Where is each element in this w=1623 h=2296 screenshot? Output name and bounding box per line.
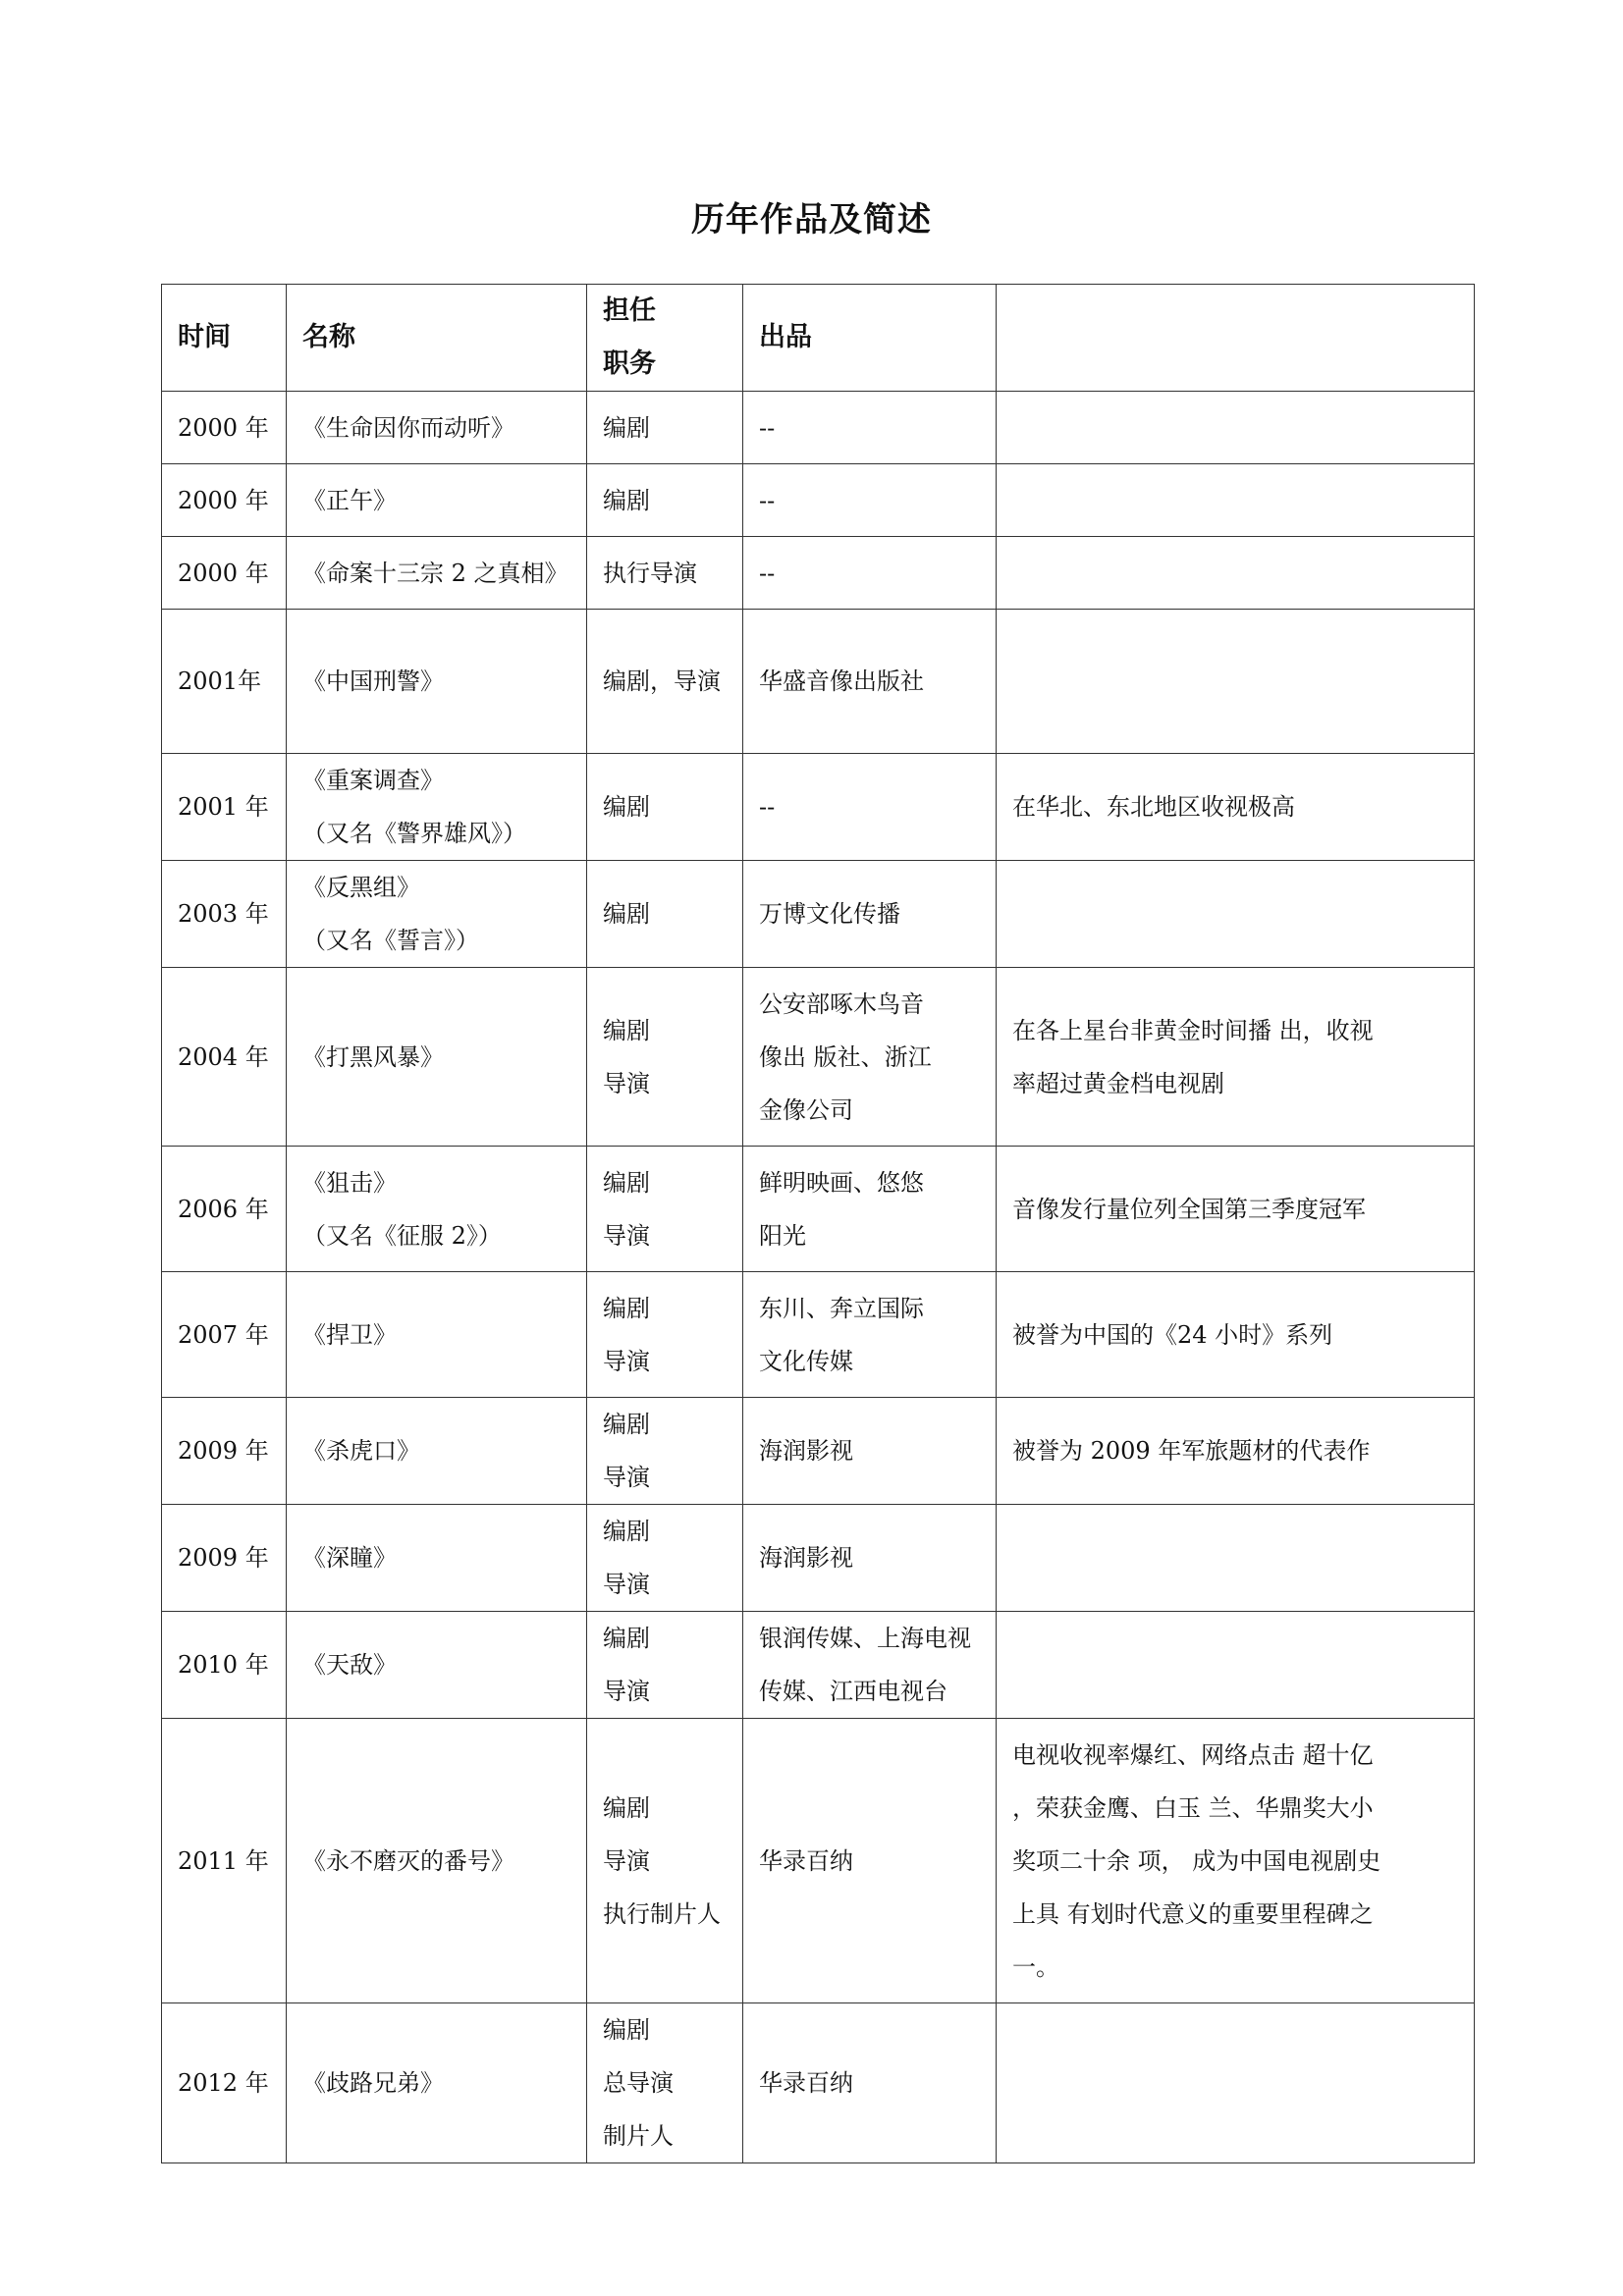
- cell-role-line: 执行制片人: [603, 1899, 721, 1928]
- cell-name-line: 《反黑组》: [302, 874, 420, 901]
- cell-note: [997, 1398, 1475, 1505]
- cell-note-line: 被誉为 2009 年军旅题材的代表作: [1012, 1437, 1371, 1465]
- cell-note-line: 上具 有划时代意义的重要里程碑之: [1012, 1899, 1374, 1928]
- cell-role-line: 导演: [603, 1678, 650, 1705]
- cell-note: [997, 1505, 1475, 1612]
- cell-product: [743, 1505, 997, 1612]
- cell-product: [743, 1398, 997, 1505]
- cell-name: [287, 754, 587, 861]
- cell-role: [587, 392, 743, 464]
- cell-product: [743, 610, 997, 754]
- cell-name-line: 《重案调查》: [302, 767, 444, 794]
- table-row: [162, 2003, 1475, 2163]
- cell-product: [743, 392, 997, 464]
- table-row: [162, 1272, 1475, 1398]
- cell-note: [997, 968, 1475, 1147]
- cell-note-line: 被誉为中国的《24 小时》系列: [1012, 1320, 1333, 1349]
- cell-product: [743, 1272, 997, 1398]
- table-header-row: [162, 285, 1475, 392]
- cell-role-line: 执行导演: [603, 559, 697, 587]
- cell-product-line: 万博文化传播: [759, 900, 900, 928]
- cell-role: [587, 2003, 743, 2163]
- cell-product-line: --: [759, 559, 776, 587]
- cell-role: [587, 537, 743, 610]
- cell-product-line: 东川、奔立国际: [759, 1294, 924, 1322]
- cell-name: [287, 1612, 587, 1719]
- cell-name-line: （又名《征服 2》）: [302, 1221, 502, 1250]
- cell-name: [287, 1272, 587, 1398]
- cell-role: [587, 464, 743, 537]
- header-name: 名称: [287, 285, 587, 392]
- cell-product: [743, 2003, 997, 2163]
- cell-role-line: 编剧: [603, 2016, 650, 2044]
- table-row: [162, 1147, 1475, 1272]
- cell-role-line: 导演: [603, 1347, 650, 1375]
- cell-name: [287, 537, 587, 610]
- cell-name-line: 《生命因你而动听》: [302, 413, 514, 442]
- cell-name: [287, 392, 587, 464]
- cell-role: [587, 1398, 743, 1505]
- cell-time: 2003 年: [162, 861, 287, 968]
- cell-time: 2007 年: [162, 1272, 287, 1398]
- cell-name-line: 《歧路兄弟》: [302, 2069, 444, 2097]
- table-row: [162, 1719, 1475, 2003]
- table-row: [162, 968, 1475, 1147]
- table-row: [162, 754, 1475, 861]
- cell-product: [743, 754, 997, 861]
- cell-name: [287, 610, 587, 754]
- cell-product-line: 海润影视: [759, 1437, 853, 1465]
- cell-role-line: 编剧: [603, 1294, 650, 1322]
- cell-product: [743, 1612, 997, 1719]
- table-row: [162, 537, 1475, 610]
- cell-role: [587, 1505, 743, 1612]
- header-note: [997, 285, 1475, 392]
- cell-role-line: 编剧: [603, 1793, 650, 1822]
- cell-product: [743, 537, 997, 610]
- cell-time: 2006 年: [162, 1147, 287, 1272]
- page-title: 历年作品及简述: [691, 200, 932, 240]
- cell-role-line: 编剧，导演: [603, 667, 721, 695]
- cell-role: [587, 1612, 743, 1719]
- cell-name: [287, 861, 587, 968]
- cell-time: 2009 年: [162, 1398, 287, 1505]
- cell-product: [743, 464, 997, 537]
- cell-role: [587, 754, 743, 861]
- cell-product-line: 华录百纳: [759, 2069, 853, 2097]
- cell-note: [997, 1719, 1475, 2003]
- cell-role: [587, 1719, 743, 2003]
- table-row: [162, 610, 1475, 754]
- cell-product-line: --: [759, 793, 776, 821]
- table-row: [162, 464, 1475, 537]
- cell-role-line: 导演: [603, 1571, 650, 1598]
- cell-name: [287, 464, 587, 537]
- cell-name-line: 《杀虎口》: [302, 1437, 420, 1465]
- header-role-line: 担任: [603, 295, 656, 326]
- cell-name: [287, 1398, 587, 1505]
- cell-product-line: 鲜明映画、悠悠: [759, 1168, 924, 1197]
- table-row: [162, 1505, 1475, 1612]
- cell-role-line: 编剧: [603, 1625, 650, 1652]
- cell-note: [997, 610, 1475, 754]
- cell-product-line: 阳光: [759, 1221, 806, 1250]
- cell-note-line: 一。: [1012, 1952, 1059, 1981]
- cell-role-line: 编剧: [603, 486, 650, 514]
- table-row: [162, 861, 1475, 968]
- cell-name-line: 《永不磨灭的番号》: [302, 1846, 514, 1875]
- cell-name: [287, 1719, 587, 2003]
- cell-time: 2001 年: [162, 754, 287, 861]
- cell-role-line: 总导演: [603, 2069, 674, 2097]
- header-time: 时间: [162, 285, 287, 392]
- cell-product-line: --: [759, 413, 776, 442]
- cell-name-line: 《正午》: [302, 486, 397, 514]
- cell-time: 2009 年: [162, 1505, 287, 1612]
- cell-product-line: 华盛音像出版社: [759, 667, 924, 695]
- header-role: [587, 285, 743, 392]
- cell-role-line: 编剧: [603, 1168, 650, 1197]
- works-table: [161, 284, 1475, 2163]
- cell-role-line: 编剧: [603, 1411, 650, 1438]
- cell-note: [997, 1612, 1475, 1719]
- cell-role: [587, 610, 743, 754]
- cell-product-line: --: [759, 486, 776, 514]
- cell-name: [287, 2003, 587, 2163]
- cell-note: [997, 464, 1475, 537]
- cell-note: [997, 2003, 1475, 2163]
- cell-name: [287, 1505, 587, 1612]
- cell-time: 2012 年: [162, 2003, 287, 2163]
- cell-role-line: 导演: [603, 1464, 650, 1491]
- cell-product-line: 传媒、江西电视台: [759, 1678, 947, 1705]
- cell-name: [287, 968, 587, 1147]
- cell-time: 2010 年: [162, 1612, 287, 1719]
- cell-product-line: 像出 版社、浙江: [759, 1042, 932, 1071]
- cell-name-line: 《打黑风暴》: [302, 1042, 444, 1071]
- cell-name-line: （又名《警界雄风》）: [302, 820, 526, 847]
- cell-product-line: 华录百纳: [759, 1846, 853, 1875]
- cell-role: [587, 1147, 743, 1272]
- cell-note-line: 在华北、东北地区收视极高: [1012, 793, 1295, 821]
- cell-time: 2000 年: [162, 464, 287, 537]
- header-product: 出品: [743, 285, 997, 392]
- cell-time: 2001年: [162, 610, 287, 754]
- cell-role-line: 编剧: [603, 1016, 650, 1044]
- cell-product-line: 金像公司: [759, 1095, 853, 1124]
- cell-role-line: 编剧: [603, 900, 650, 928]
- cell-note: [997, 861, 1475, 968]
- cell-role: [587, 1272, 743, 1398]
- cell-product: [743, 968, 997, 1147]
- cell-role-line: 导演: [603, 1069, 650, 1097]
- cell-name-line: 《天敌》: [302, 1651, 397, 1679]
- cell-note-line: ，荣获金鹰、白玉 兰、华鼎奖大小: [1012, 1793, 1374, 1822]
- cell-product-line: 海润影视: [759, 1544, 853, 1572]
- table-row: [162, 1612, 1475, 1719]
- header-role-line: 职务: [603, 348, 656, 379]
- cell-time: 2000 年: [162, 537, 287, 610]
- cell-role-line: 导演: [603, 1846, 650, 1875]
- cell-role: [587, 861, 743, 968]
- cell-note-line: 音像发行量位列全国第三季度冠军: [1012, 1195, 1366, 1223]
- cell-note: [997, 754, 1475, 861]
- cell-name-line: 《捍卫》: [302, 1320, 397, 1349]
- cell-time: 2000 年: [162, 392, 287, 464]
- cell-role-line: 导演: [603, 1221, 650, 1250]
- cell-note-line: 率超过黄金档电视剧: [1012, 1069, 1224, 1097]
- cell-role-line: 编剧: [603, 1518, 650, 1545]
- cell-time: 2004 年: [162, 968, 287, 1147]
- cell-note: [997, 392, 1475, 464]
- cell-name-line: 《深瞳》: [302, 1544, 397, 1572]
- cell-note-line: 在各上星台非黄金时间播 出，收视: [1012, 1016, 1374, 1044]
- cell-note-line: 电视收视率爆红、网络点击 超十亿: [1012, 1740, 1374, 1769]
- cell-product: [743, 861, 997, 968]
- cell-product-line: 公安部啄木鸟音: [759, 989, 924, 1018]
- cell-note-line: 奖项二十余 项， 成为中国电视剧史: [1012, 1846, 1381, 1875]
- table-row: [162, 1398, 1475, 1505]
- cell-name-line: 《命案十三宗 2 之真相》: [302, 559, 568, 587]
- cell-name-line: 《中国刑警》: [302, 667, 444, 695]
- cell-role-line: 编剧: [603, 793, 650, 821]
- cell-role-line: 制片人: [603, 2122, 674, 2150]
- cell-name-line: （又名《誓言》）: [302, 927, 479, 954]
- cell-product-line: 银润传媒、上海电视: [759, 1625, 971, 1652]
- cell-name: [287, 1147, 587, 1272]
- cell-product: [743, 1719, 997, 2003]
- cell-product: [743, 1147, 997, 1272]
- cell-note: [997, 537, 1475, 610]
- cell-note: [997, 1147, 1475, 1272]
- cell-product-line: 文化传媒: [759, 1347, 853, 1375]
- cell-role: [587, 968, 743, 1147]
- cell-role-line: 编剧: [603, 413, 650, 442]
- cell-name-line: 《狙击》: [302, 1168, 397, 1197]
- table-row: [162, 392, 1475, 464]
- cell-time: 2011 年: [162, 1719, 287, 2003]
- cell-note: [997, 1272, 1475, 1398]
